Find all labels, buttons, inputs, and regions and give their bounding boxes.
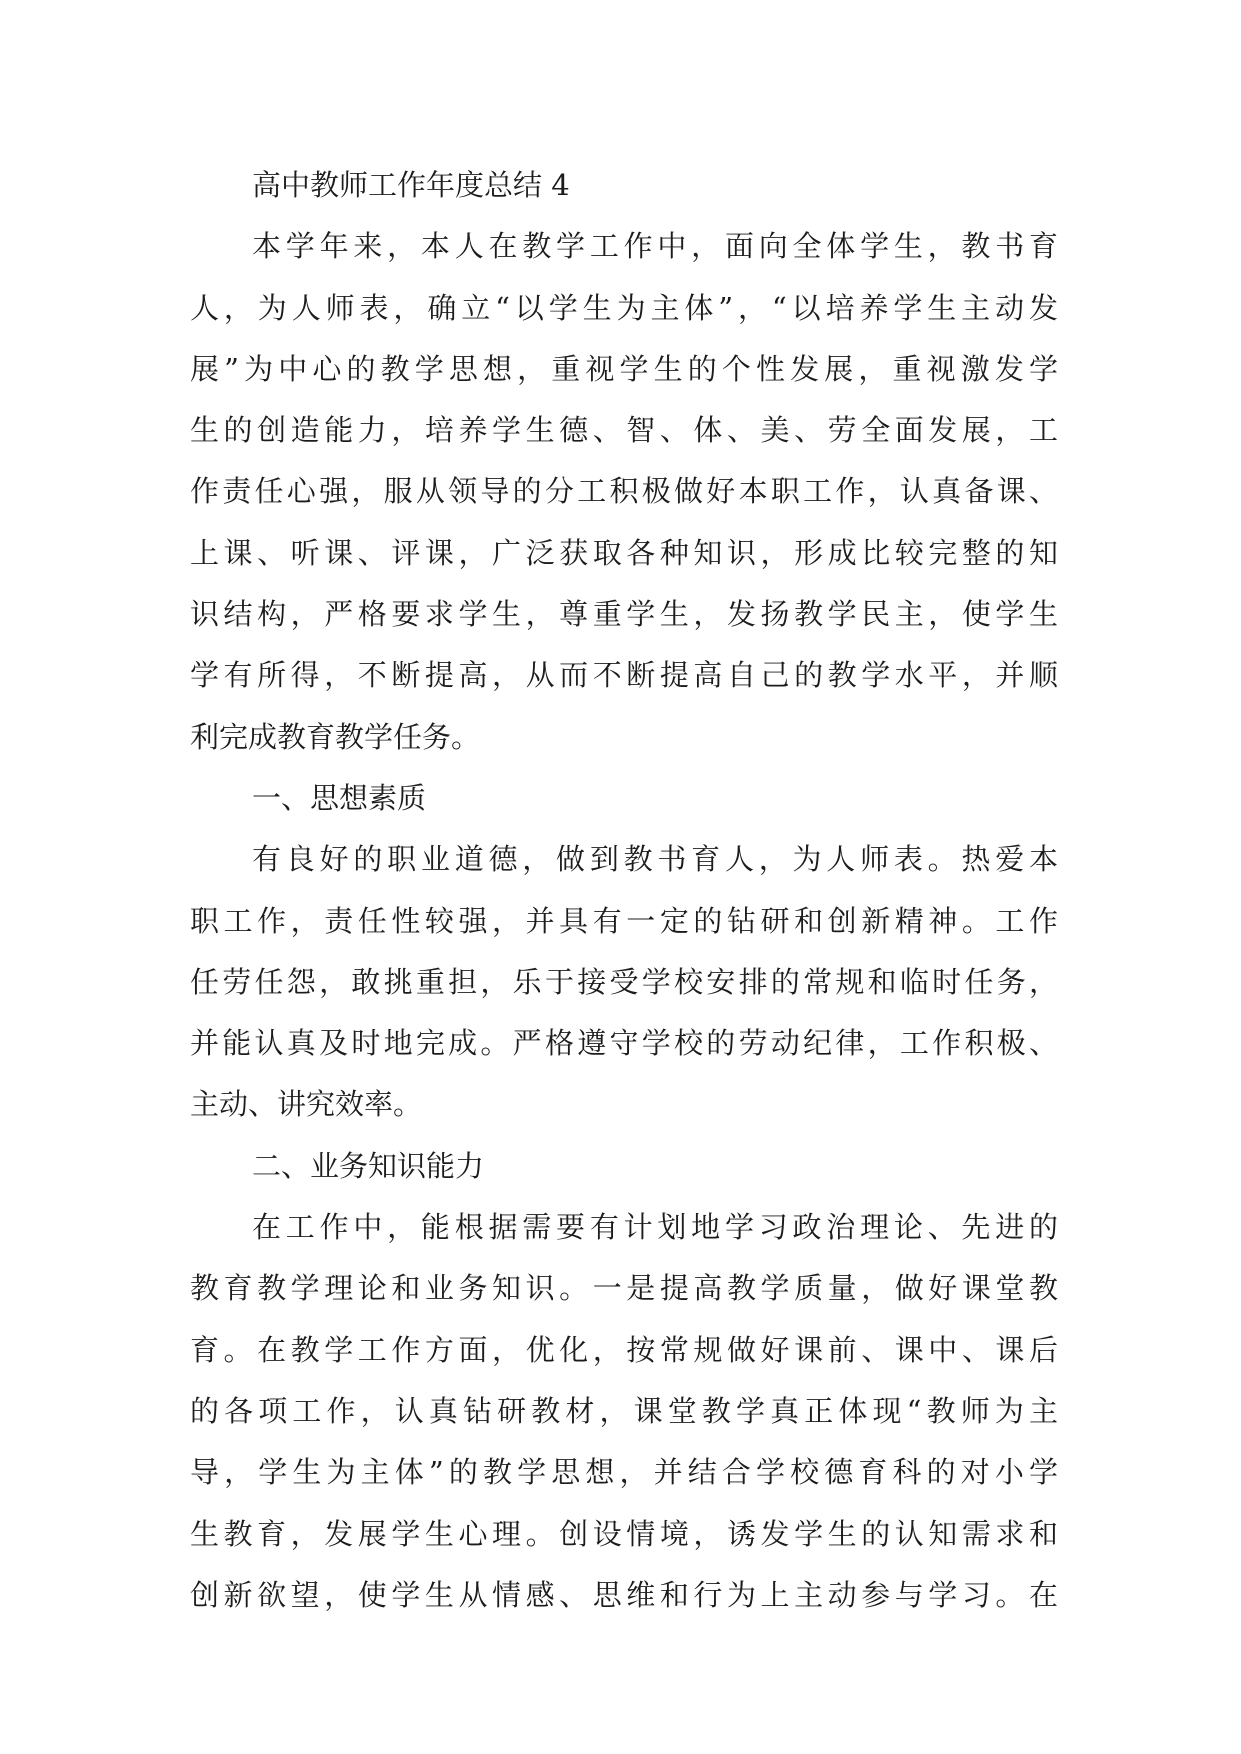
paragraph-1-line-4: 生的创造能力，培养学生德、智、体、美、劳全面发展，工	[190, 413, 1058, 448]
paragraph-2-line-3: 任劳任怨，敢挑重担，乐于接受学校安排的常规和临时任务，	[190, 964, 1058, 999]
paragraph-1-line-2: 人，为人师表，确立“以学生为主体”，“以培养学生主动发	[190, 290, 1058, 325]
paragraph-3-line-5: 导，学生为主体”的教学思想，并结合学校德育科的对小学	[190, 1455, 1058, 1490]
paragraph-1-line-9: 利完成教育教学任务。	[190, 719, 481, 754]
document-title: 高中教师工作年度总结 4	[252, 168, 570, 202]
paragraph-1-line-6: 上课、听课、评课，广泛获取各种知识，形成比较完整的知	[190, 535, 1058, 570]
paragraph-2-line-2: 职工作，责任性较强，并具有一定的钻研和创新精神。工作	[190, 903, 1058, 938]
paragraph-2-line-4: 并能认真及时地完成。严格遵守学校的劳动纪律，工作积极、	[190, 1026, 1058, 1061]
paragraph-3-line-2: 教育教学理论和业务知识。一是提高教学质量，做好课堂教	[190, 1271, 1058, 1306]
section-heading-2: 二、业务知识能力	[252, 1148, 485, 1183]
paragraph-2-line-5: 主动、讲究效率。	[190, 1087, 423, 1122]
paragraph-1-line-1: 本学年来，本人在教学工作中，面向全体学生，教书育	[252, 229, 1058, 264]
paragraph-1-line-5: 作责任心强，服从领导的分工积极做好本职工作，认真备课、	[190, 474, 1058, 509]
paragraph-1-line-7: 识结构，严格要求学生，尊重学生，发扬教学民主，使学生	[190, 597, 1058, 632]
paragraph-3-line-1: 在工作中，能根据需要有计划地学习政治理论、先进的	[252, 1210, 1058, 1245]
paragraph-3-line-4: 的各项工作，认真钻研教材，课堂教学真正体现“教师为主	[190, 1393, 1058, 1428]
paragraph-1-line-3: 展”为中心的教学思想，重视学生的个性发展，重视激发学	[190, 351, 1058, 386]
paragraph-3-line-6: 生教育，发展学生心理。创设情境，诱发学生的认知需求和	[190, 1516, 1058, 1551]
paragraph-3-line-3: 育。在教学工作方面，优化，按常规做好课前、课中、课后	[190, 1332, 1058, 1367]
document-page	[190, 155, 1058, 1626]
paragraph-3-line-7: 创新欲望，使学生从情感、思维和行为上主动参与学习。在	[190, 1577, 1058, 1612]
paragraph-2-line-1: 有良好的职业道德，做到教书育人，为人师表。热爱本	[252, 842, 1058, 877]
paragraph-1-line-8: 学有所得，不断提高，从而不断提高自己的教学水平，并顺	[190, 658, 1058, 693]
section-heading-1: 一、思想素质	[252, 780, 427, 815]
